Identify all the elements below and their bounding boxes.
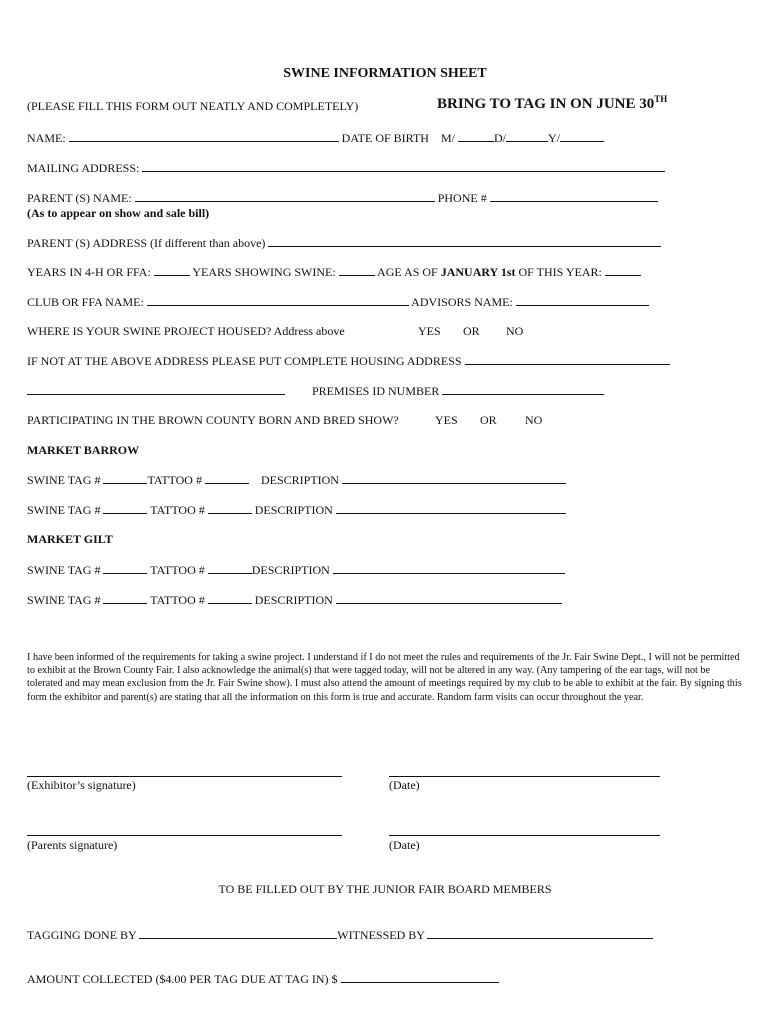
description-label: DESCRIPTION — [260, 473, 339, 487]
housed-no-option[interactable]: NO — [506, 324, 524, 338]
swine-tag-field[interactable] — [103, 472, 147, 484]
tattoo-label: TATTOO # — [147, 473, 202, 487]
tattoo-field[interactable] — [208, 592, 252, 604]
parent-name-row — [27, 190, 658, 206]
tattoo-field[interactable] — [208, 562, 252, 574]
born-bred-label: PARTICIPATING IN THE BROWN COUNTY BORN AND BRED SHOW? — [27, 413, 399, 427]
amount-label: AMOUNT COLLECTED ($4.00 PER TAG DUE AT TAG IN) $ — [27, 972, 338, 986]
premises-row — [27, 383, 604, 399]
description-field[interactable] — [336, 502, 566, 514]
tattoo-label: TATTOO # — [150, 563, 205, 577]
housing-address-label: IF NOT AT THE ABOVE ADDRESS PLEASE PUT COMPLETE HOUSING ADDRESS — [27, 354, 462, 368]
dob-year-field[interactable] — [560, 130, 604, 142]
parent-name-note: (As to appear on show and sale bill) — [27, 206, 210, 220]
description-label: DESCRIPTION — [254, 593, 333, 607]
description-label: DESCRIPTION — [251, 563, 330, 577]
gilt-tag-row-1 — [27, 562, 565, 578]
age-label: AGE AS OF JANUARY 1st OF THIS YEAR: — [377, 265, 602, 279]
swine-tag-label: SWINE TAG # — [27, 473, 101, 487]
barrow-tag-row-2 — [27, 502, 566, 518]
description-field[interactable] — [333, 562, 565, 574]
agreement-paragraph: I have been informed of the requirements for taking a swine project. I understand if I do not meet the rules and requirements of the Jr. Fair Swine Dept., I will not be permitted to exhibit at the Brown County Fair. I also acknowledge the animal(s) that were tagged today, will not be altered in any way. (Any tampering of the ear tags, will not be tolerated and may mean exclusion from the Jr. Fair Swine show). I must also attend the amount of meetings required by my club to be able to exhibit at the fair. By signing this form the exhibitor and parent(s) are stating that all the information on this form is true and accurate. Random farm visits can occur throughout the year. — [27, 652, 742, 703]
tattoo-label: TATTOO # — [150, 503, 205, 517]
housed-or-text: OR — [463, 324, 480, 338]
swine-tag-field[interactable] — [103, 562, 147, 574]
mailing-label: MAILING ADDRESS: — [27, 161, 140, 175]
years-4h-label: YEARS IN 4-H OR FFA: — [27, 265, 151, 279]
amount-row — [27, 971, 499, 987]
witnessed-label: WITNESSED BY — [337, 928, 425, 942]
swine-tag-field[interactable] — [103, 502, 147, 514]
swine-tag-label: SWINE TAG # — [27, 503, 101, 517]
born-bred-no-option[interactable]: NO — [525, 413, 543, 427]
witnessed-by-field[interactable] — [427, 927, 653, 939]
gilt-tag-row-2 — [27, 592, 562, 608]
swine-tag-field[interactable] — [103, 592, 147, 604]
dob-label: DATE OF BIRTH — [341, 131, 429, 145]
born-bred-row — [27, 413, 747, 428]
exhibitor-date-label: (Date) — [389, 778, 420, 792]
years-row — [27, 264, 641, 280]
parents-signature-line[interactable] — [27, 835, 342, 836]
age-field[interactable] — [605, 264, 641, 276]
years-4h-field[interactable] — [154, 264, 190, 276]
dob-month-label: M/ — [440, 131, 455, 145]
bring-to-tag-notice: BRING TO TAG IN ON JUNE 30TH — [437, 94, 668, 112]
advisors-label: ADVISORS NAME: — [411, 295, 513, 309]
name-field[interactable] — [69, 130, 339, 142]
born-bred-yes-option[interactable]: YES — [435, 413, 458, 427]
club-name-field[interactable] — [147, 294, 409, 306]
swine-tag-label: SWINE TAG # — [27, 593, 101, 607]
housing-address-field-continued[interactable] — [27, 383, 285, 395]
housed-yes-option[interactable]: YES — [418, 324, 441, 338]
tattoo-field[interactable] — [208, 502, 252, 514]
born-bred-or-text: OR — [480, 413, 497, 427]
name-label: NAME: — [27, 131, 66, 145]
advisors-name-field[interactable] — [516, 294, 649, 306]
form-title: SWINE INFORMATION SHEET — [283, 66, 487, 81]
years-showing-field[interactable] — [339, 264, 375, 276]
club-label: CLUB OR FFA NAME: — [27, 295, 144, 309]
housing-address-row — [27, 353, 670, 369]
dob-day-label: D/ — [493, 131, 506, 145]
swine-tag-label: SWINE TAG # — [27, 563, 101, 577]
tagging-row — [27, 927, 653, 943]
barrow-tag-row-1 — [27, 472, 566, 488]
housed-row — [27, 324, 747, 339]
name-row — [27, 130, 604, 146]
phone-field[interactable] — [490, 190, 658, 202]
parents-date-line[interactable] — [389, 835, 660, 836]
parent-address-row — [27, 235, 661, 251]
parent-address-label: PARENT (S) ADDRESS (If different than above) — [27, 236, 266, 250]
mailing-address-field[interactable] — [142, 160, 665, 172]
parents-date-label: (Date) — [389, 838, 420, 852]
club-row — [27, 294, 649, 310]
board-heading: TO BE FILLED OUT BY THE JUNIOR FAIR BOARD MEMBERS — [218, 882, 552, 896]
housed-label: WHERE IS YOUR SWINE PROJECT HOUSED? Address above — [27, 324, 345, 338]
exhibitor-date-line[interactable] — [389, 776, 660, 777]
market-gilt-heading: MARKET GILT — [27, 532, 113, 546]
tattoo-label: TATTOO # — [150, 593, 205, 607]
market-barrow-heading: MARKET BARROW — [27, 443, 140, 457]
dob-month-field[interactable] — [458, 130, 494, 142]
premises-id-field[interactable] — [442, 383, 604, 395]
housing-address-field[interactable] — [465, 353, 670, 365]
description-label: DESCRIPTION — [254, 503, 333, 517]
description-field[interactable] — [342, 472, 566, 484]
parents-signature-label: (Parents signature) — [27, 838, 118, 852]
parent-name-label: PARENT (S) NAME: — [27, 191, 132, 205]
amount-collected-field[interactable] — [341, 971, 499, 983]
premises-label: PREMISES ID NUMBER — [312, 384, 440, 398]
exhibitor-signature-label: (Exhibitor’s signature) — [27, 778, 136, 792]
tattoo-field[interactable] — [205, 472, 249, 484]
tagging-done-by-field[interactable] — [139, 927, 337, 939]
parent-address-field[interactable] — [268, 235, 661, 247]
exhibitor-signature-line[interactable] — [27, 776, 342, 777]
instruction-text: (PLEASE FILL THIS FORM OUT NEATLY AND COMPLETELY) — [27, 99, 359, 113]
years-showing-label: YEARS SHOWING SWINE: — [192, 265, 336, 279]
phone-label: PHONE # — [437, 191, 487, 205]
mailing-row — [27, 160, 665, 176]
parent-name-field[interactable] — [135, 190, 435, 202]
dob-day-field[interactable] — [506, 130, 548, 142]
dob-year-label: Y/ — [547, 131, 560, 145]
tagging-label: TAGGING DONE BY — [27, 928, 137, 942]
description-field[interactable] — [336, 592, 562, 604]
